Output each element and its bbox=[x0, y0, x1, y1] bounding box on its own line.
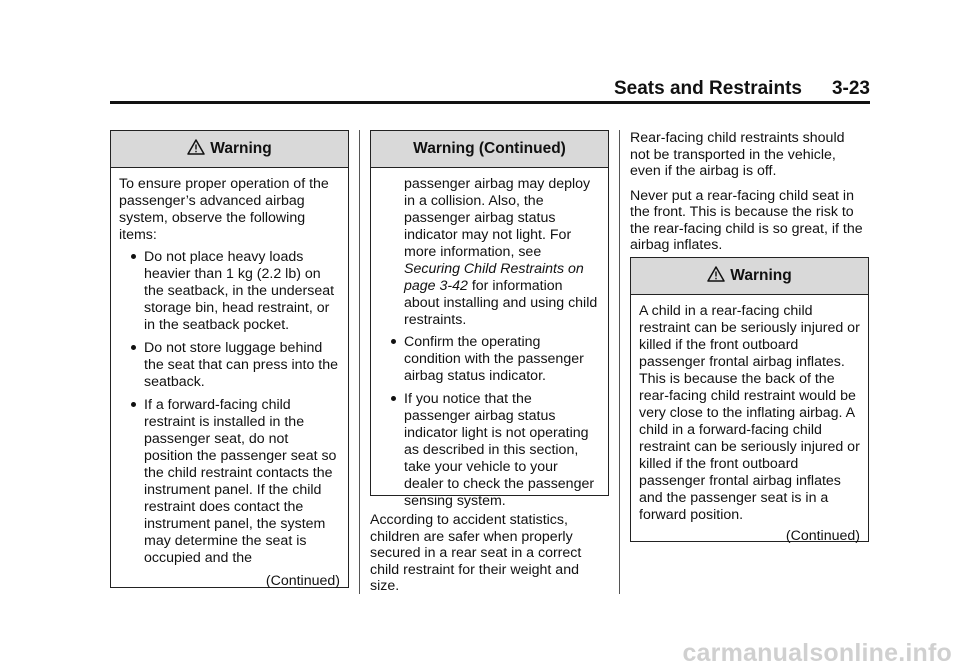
continued-text: passenger airbag may deploy in a collision. Also, the passenger airbag status indicator may not light. For more information, see Securing Child Restraints on page 3-42 for information about installing and using child restraints. bbox=[404, 176, 598, 328]
page-number: 3-23 bbox=[831, 78, 870, 99]
watermark: carmanualsonline.info bbox=[682, 639, 952, 667]
warning-title: Warning bbox=[210, 140, 272, 157]
warning-box-2 bbox=[370, 130, 609, 509]
warning-box-3 bbox=[630, 257, 869, 542]
bullet-item: If a forward-facing child restraint is installed in the passenger seat, do not position the passenger seat so the child restraint contacts the instrument panel. If the child restraint does contact the instrument panel, the system may determine the seat is occupied and the bbox=[119, 397, 340, 567]
body-paragraph: Never put a rear-facing child seat in the front. This is because the risk to the rear-facing child is so great, if the airbag inflates. bbox=[630, 187, 863, 253]
bullet-item: Confirm the operating condition with the passenger airbag status indicator. bbox=[379, 334, 600, 385]
page-header bbox=[110, 78, 870, 102]
page-reference: Securing Child Restraints on page 3-42 bbox=[404, 261, 584, 294]
warning-box-header bbox=[371, 131, 608, 168]
continued-label: (Continued) bbox=[265, 573, 340, 589]
warning-box-body bbox=[631, 295, 868, 551]
warning-box-header bbox=[111, 131, 348, 168]
warning-box-body bbox=[371, 168, 608, 522]
warning-box-header bbox=[631, 258, 868, 295]
warning-box-body bbox=[111, 168, 348, 596]
body-paragraph: Rear-facing child restraints should not be transported in the vehicle, even if the airbag is off. bbox=[630, 130, 845, 179]
bullet-item: Do not place heavy loads heavier than 1 kg (2.2 lb) on the seatback, in the underseat storage bin, head restraint, or in the seatback pocket. bbox=[119, 249, 340, 334]
warning-bullet-list bbox=[379, 334, 600, 510]
bullet-item: If you notice that the passenger airbag status indicator light is not operating as described in this section, take your vehicle to your dealer to check the passenger sensing system. bbox=[379, 391, 600, 510]
warning-intro: To ensure proper operation of the passenger’s advanced airbag system, observe the following items: bbox=[119, 176, 329, 243]
warning-title: Warning bbox=[730, 267, 792, 284]
warning-triangle-icon bbox=[187, 139, 205, 155]
section-title: Seats and Restraints bbox=[614, 78, 802, 99]
body-paragraph: According to accident statistics, children are safer when properly secured in a rear seat in a correct child restraint for their weight and size. bbox=[370, 512, 582, 594]
header-rule bbox=[110, 101, 870, 104]
warning-box-1 bbox=[110, 130, 349, 588]
column-divider-1 bbox=[359, 130, 360, 594]
warning-text: A child in a rear-facing child restraint can be seriously injured or killed if the front outboard passenger frontal airbag inflates. This is because the back of the rear-facing child restraint would be very close to the inflating airbag. A child in a forward-facing child restraint can be seriously injured or killed if the front outboard passenger frontal airbag inflates and the passenger seat is in a forward position. bbox=[639, 303, 860, 523]
warning-title: Warning (Continued) bbox=[413, 140, 566, 157]
warning-triangle-icon bbox=[707, 266, 725, 282]
bullet-item: Do not store luggage behind the seat that can press into the seatback. bbox=[119, 340, 340, 391]
warning-bullet-list bbox=[119, 249, 340, 567]
column-3-text bbox=[630, 130, 868, 262]
continued-label: (Continued) bbox=[785, 528, 860, 544]
column-divider-2 bbox=[619, 130, 620, 594]
